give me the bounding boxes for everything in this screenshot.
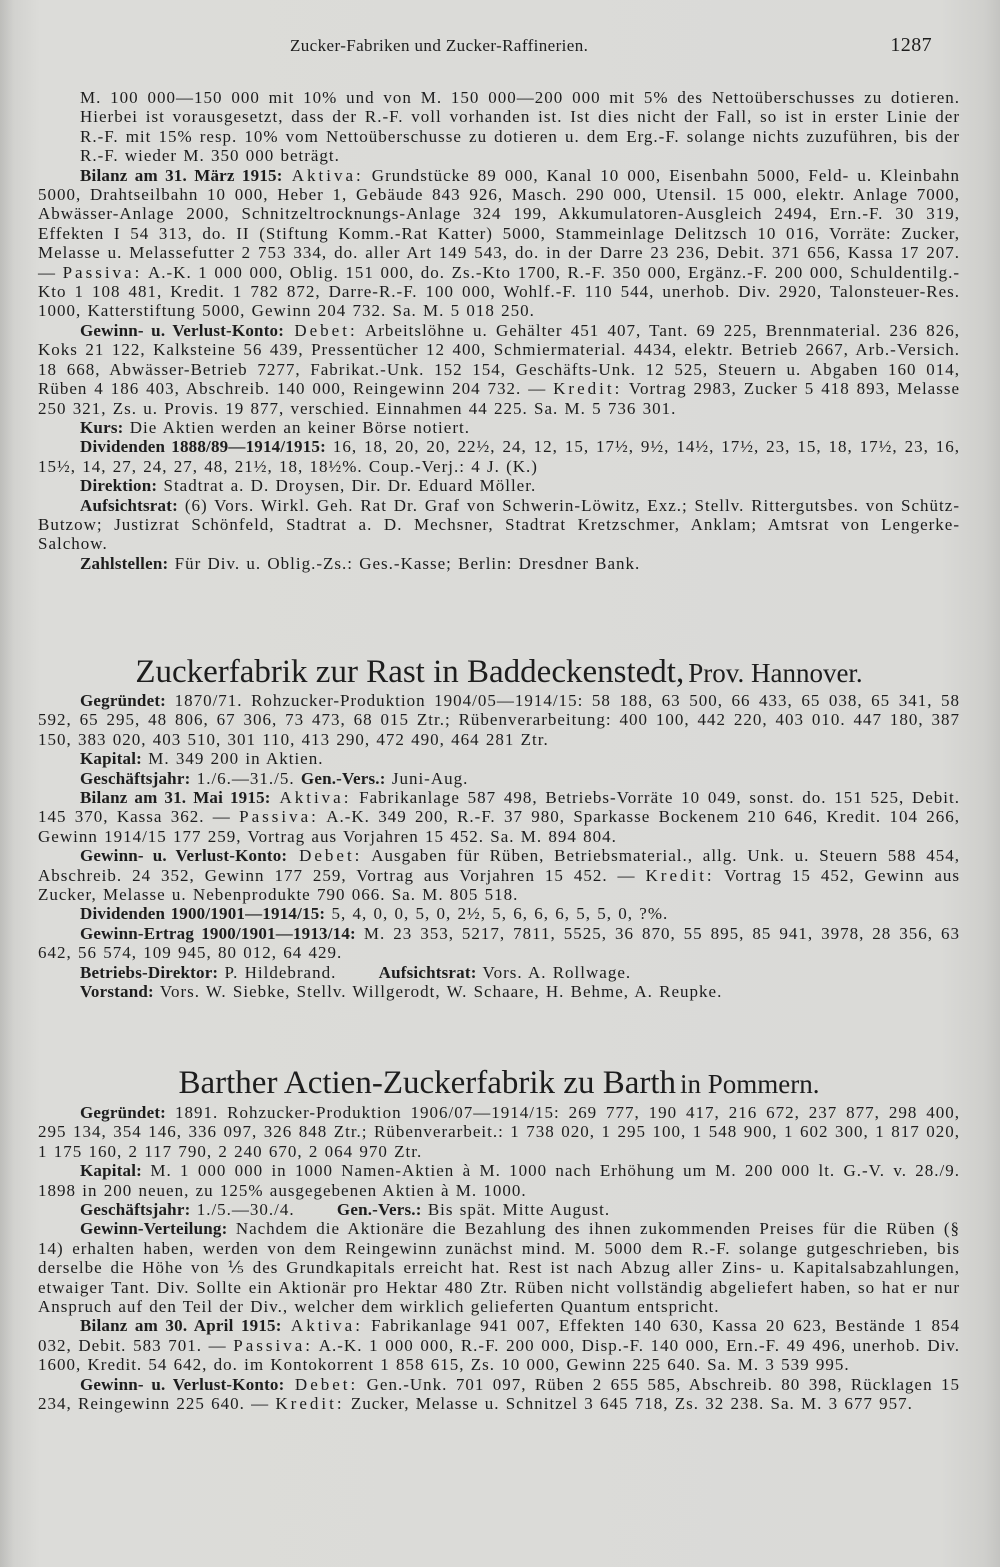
entry-text: 1./6.—31./5. [190, 768, 301, 788]
entry-text: Die Aktien werden an keiner Börse notiert. [123, 417, 470, 437]
page-header [0, 36, 1000, 60]
paragraph [38, 788, 960, 846]
entry-label: Dividenden 1888/89—1914/1915: [80, 437, 326, 457]
entry-text: Zucker, Melasse u. Schnitzel 3 645 718, Zs. 32 238. Sa. M. 3 677 957. [344, 1394, 913, 1414]
entry-label: Bilanz am 30. April 1915: [80, 1316, 282, 1336]
entry-text: Arbeitslöhne u. Gehälter 451 407, Tant. 69 225, Brennmaterial. 236 826, Koks 21 122, Kalksteine 56 439, Pressentücher 12 400, Schmiermaterial. 4434, elektr. Betrieb 2667, Arb.-Versich. 18 668, Abwässer-Betrieb 7277, Fabrikat.-Unk. 152 154, Geschäfts-Unk. 12 525, Steuern u. Abgaben 160 014, Rüben 4 186 403, Abschreib. 140 000, Reingewinn 204 732. — [38, 320, 960, 399]
account-side-label: Passiva: [62, 262, 143, 282]
paragraph [38, 691, 960, 749]
section-continuation-entry [38, 88, 960, 573]
entry-label: Kurs: [80, 417, 124, 437]
entry-label: Direktion: [80, 476, 158, 496]
entry-text: 1891. Rohzucker-Produktion 1906/07—1914/15: 269 777, 190 417, 216 672, 237 877, 298 400, 295 134, 354 146, 336 097, 326 848 Ztr.; Rübenverarbeit.: 1 738 020, 1 295 100, 1 548 900, 1 602 300, 1 817 020, 1 175 160, 2 117 790, 2 240 670, 2 064 970 Ztr. [38, 1103, 960, 1161]
account-side-label: Aktiva: [270, 788, 352, 808]
entry-text: A.-K. 1 000 000, Oblig. 151 000, do. Zs.-Kto 1700, R.-F. 350 000, Ergänz.-F. 200 000, Schuldentilg.-Kto 1 108 481, Kredit. 1 782 872, Darre-R.-F. 100 000, Wohlf.-F. 110 544, unerhob. Div. 2920, Talonsteuer-Res. 1000, Katterstiftung 5000, Gewinn 204 732. Sa. M. 5 018 250. [38, 262, 961, 321]
paragraph [38, 924, 960, 963]
account-side-label: Debet: [284, 320, 358, 340]
paragraph [38, 1200, 960, 1219]
entry-label: Kapital: [80, 749, 143, 769]
paragraph [38, 437, 960, 476]
account-side-label: Aktiva: [281, 1316, 363, 1336]
entry-text: M. 23 353, 5217, 7811, 5525, 36 870, 55 895, 85 941, 3978, 28 356, 63 642, 56 574, 109 945, 80 012, 64 429. [38, 923, 960, 963]
paragraph [38, 321, 960, 418]
company-location: in Pommern. [680, 1069, 820, 1099]
paragraph [38, 1219, 960, 1316]
paragraph [38, 846, 960, 904]
paragraph [38, 749, 960, 768]
entry-text: Für Div. u. Oblig.-Zs.: Ges.-Kasse; Berlin: Dresdner Bank. [168, 553, 641, 573]
entry-text: A.-K. 1 000 000, R.-F. 200 000, Disp.-F. 140 000, Ern.-F. 49 496, unerhob. Div. 1600, Kredit. 54 642, do. im Kontokorrent 1 858 615, Zs. 10 000, Gewinn 225 640. Sa. M. 3 539 995. [38, 1335, 960, 1375]
entry-label: Gewinn-Verteilung: [80, 1219, 228, 1239]
account-side-label: Kredit: [553, 379, 623, 399]
paragraph [38, 904, 960, 923]
entry-text: Fabrikanlage 587 498, Betriebs-Vorräte 10 049, sonst. do. 151 525, Debit. 145 370, Kassa 362. — [38, 788, 960, 827]
account-side-label: Kredit: [275, 1394, 345, 1414]
entry-text: A.-K. 349 200, R.-F. 37 980, Sparkasse Bockenem 210 646, Kredit. 104 266, Gewinn 1914/15 177 259, Vortrag aus Vorjahren 15 452. Sa. M. 894 804. [38, 807, 960, 846]
paragraph [38, 496, 960, 554]
company-name: Barther Actien-Zuckerfabrik zu Barth [178, 1065, 677, 1101]
paragraph [38, 418, 960, 437]
account-side-label: Passiva: [233, 1335, 314, 1355]
paragraph [38, 1375, 960, 1414]
account-side-label: Passiva: [239, 807, 319, 827]
company-title-baddeckenstedt [38, 654, 960, 691]
entry-text: 5, 4, 0, 0, 5, 0, 2½, 5, 6, 6, 6, 5, 5, 0, ?%. [325, 904, 669, 924]
entry-label: Geschäftsjahr: [80, 768, 191, 788]
paragraph [38, 1103, 960, 1161]
company-location: Prov. Hannover. [688, 658, 863, 688]
running-title: Zucker-Fabriken und Zucker-Raffinerien. [290, 36, 589, 55]
paragraph [38, 963, 960, 982]
entry-text: Nachdem die Aktionäre die Bezahlung des ihnen zukommenden Preises für die Rüben (§ 14) erhalten haben, werden von dem Reingewinn zunächst mind. M. 5000 dem R.-F. solange gutgeschrieben, bis derselbe die Höhe von ⅕ des Grundkapitals erreicht hat. Rest ist nach Abzug aller Zins- u. Kapitalsabzahlungen, etwaiger Tant. Div. Sollte ein Aktionär pro Hektar 480 Ztr. Rüben nicht vollständig abgeliefert haben, so hat er nur Anspruch auf den Teil der Div., welcher dem wirklich gelieferten Quantum entspricht. [38, 1219, 960, 1317]
page-number: 1287 [890, 34, 932, 56]
entry-text: Juni-Aug. [385, 768, 469, 788]
account-side-label: Aktiva: [282, 165, 364, 185]
entry-label: Bilanz am 31. Mai 1915: [80, 788, 271, 808]
entry-label: Bilanz am 31. März 1915: [80, 165, 283, 185]
entry-label: Kapital: [80, 1161, 143, 1181]
entry-text: M. 349 200 in Aktien. [142, 749, 324, 769]
company-title-barth [38, 1065, 960, 1102]
account-side-label: Debet: [284, 1374, 359, 1394]
account-side-label: Debet: [287, 846, 363, 866]
account-side-label: Kredit: [645, 865, 715, 885]
entry-text: Gen.-Unk. 701 097, Rüben 2 655 585, Abschreib. 80 398, Rücklagen 15 234, Reingewinn 225 640. — [38, 1374, 960, 1414]
entry-text: (6) Vors. Wirkl. Geh. Rat Dr. Graf von Schwerin-Löwitz, Exz.; Stellv. Rittergutsbes. von Schütz-Butzow; Justizrat Schönfeld, Stadtrat a. D. Mechsner, Stadtrat Kretzschmer, Anklam; Amtsrat von Lengerke-Salchow. [38, 495, 960, 554]
entry-text: M. 1 000 000 in 1000 Namen-Aktien à M. 1000 nach Erhöhung um M. 200 000 lt. G.-V. v. 28./9. 1898 in 200 neuen, zu 125% ausgegebenen Aktien à M. 1000. [38, 1161, 960, 1200]
entry-text: 1870/71. Rohzucker-Produktion 1904/05—1914/15: 58 188, 63 500, 66 433, 65 038, 65 341, 58 592, 65 295, 48 806, 67 306, 73 473, 68 015 Ztr.; Rübenverarbeitung: 400 100, 442 220, 403 010. 447 180, 387 150, 383 020, 403 510, 301 110, 413 290, 472 490, 464 281 Ztr. [38, 691, 960, 749]
entry-text: Vortrag 2983, Zucker 5 418 893, Melasse 250 321, Zs. u. Provis. 19 877, verschied. Einnahmen 44 225. Sa. M. 5 736 301. [38, 379, 961, 418]
entry-label: Zahlstellen: [80, 553, 169, 573]
entry-label: Gen.-Vers.: [336, 1200, 422, 1220]
paragraph [38, 1316, 960, 1374]
paragraph [38, 88, 960, 166]
paragraph [38, 166, 960, 321]
entry-text: P. Hildebrand. [218, 962, 379, 982]
entry-label: Vorstand: [80, 982, 154, 1002]
entry-label: Gewinn- u. Verlust-Konto: [80, 320, 285, 340]
paragraph [38, 554, 960, 573]
entry-text: Fabrikanlage 941 007, Effekten 140 630, Kassa 20 623, Bestände 1 854 032, Debit. 583 701. — [38, 1316, 960, 1355]
entry-text: M. 100 000—150 000 mit 10% und von M. 150 000—200 000 mit 5% des Nettoüberschusses zu dotieren. Hierbei ist vorausgesetzt, dass der R.-F. voll vorhanden ist. Ist dies nicht der Fall, so ist in erster Linie der R.-F. mit 15% resp. 10% vom Nettoüberschusse zu dotieren u. dem Erg.-F. solange nichts zuzuführen, bis der R.-F. wieder M. 350 000 beträgt. [80, 88, 960, 166]
section-baddeckenstedt [38, 691, 960, 1002]
entry-label: Gewinn-Ertrag 1900/1901—1913/14: [80, 923, 356, 943]
entry-label: Dividenden 1900/1901—1914/15: [80, 904, 326, 924]
entry-label: Gewinn- u. Verlust-Konto: [80, 1374, 285, 1394]
paragraph [38, 982, 960, 1001]
entry-label: Geschäftsjahr: [80, 1200, 191, 1220]
entry-label: Gen.-Vers.: [300, 768, 386, 788]
entry-label: Gewinn- u. Verlust-Konto: [80, 846, 288, 866]
entry-text: Ausgaben für Rüben, Betriebsmaterial., allg. Unk. u. Steuern 588 454, Abschreib. 24 352, Gewinn 177 259, Vortrag aus Vorjahren 15 452. — [38, 846, 960, 885]
entry-label: Gegründet: [80, 691, 167, 710]
entry-text: 16, 18, 20, 20, 22½, 24, 12, 15, 17½, 9½, 14½, 17½, 23, 15, 18, 17½, 23, 16, 15½, 14, 27, 24, 27, 48, 21½, 18, 18½%. Coup.-Verj.: 4 J. (K.) [38, 437, 961, 476]
company-name: Zuckerfabrik zur Rast in Baddeckenstedt, [135, 654, 685, 690]
entry-text: Grundstücke 89 000, Kanal 10 000, Eisenbahn 5000, Feld- u. Kleinbahn 5000, Drahtseilbahn 10 000, Heber 1, Gebäude 843 926, Masch. 290 000, Utensil. 15 000, elektr. Anlage 7000, Abwässer-Anlage 2000, Schnitzeltrocknungs-Anlage 324 199, Akkumulatoren-Ausgleich 2494, Ern.-F. 30 319, Effekten I 54 313, do. II (Stiftung Komm.-Rat Katter) 5000, Stammeinlage Delitzsch 10 016, Vorräte: Zucker, Melasse u. Melassefutter 2 753 334, do. aller Art 149 543, do. in der Darre 23 236, Debit. 371 656, Kassa 17 207. — [38, 165, 960, 282]
entry-label: Aufsichtsrat: [80, 495, 178, 515]
paragraph [38, 476, 960, 495]
entry-text: Vors. W. Siebke, Stellv. Willgerodt, W. Schaare, H. Behme, A. Reupke. [153, 982, 723, 1002]
entry-label: Gegründet: [80, 1103, 167, 1122]
entry-label: Aufsichtsrat: [378, 962, 477, 982]
entry-text: Vortrag 15 452, Gewinn aus Zucker, Melasse u. Nebenprodukte 790 066. Sa. M. 805 518. [38, 865, 960, 905]
section-barth [38, 1103, 960, 1414]
paragraph [38, 1161, 960, 1200]
entry-text: Bis spät. Mitte August. [421, 1200, 611, 1220]
entry-label: Betriebs-Direktor: [80, 962, 219, 982]
entry-text: Vors. A. Rollwage. [476, 962, 632, 982]
paragraph [38, 769, 960, 788]
entry-text: Stadtrat a. D. Droysen, Dir. Dr. Eduard Möller. [157, 476, 537, 496]
entry-text: 1./5.—30./4. [190, 1200, 337, 1220]
